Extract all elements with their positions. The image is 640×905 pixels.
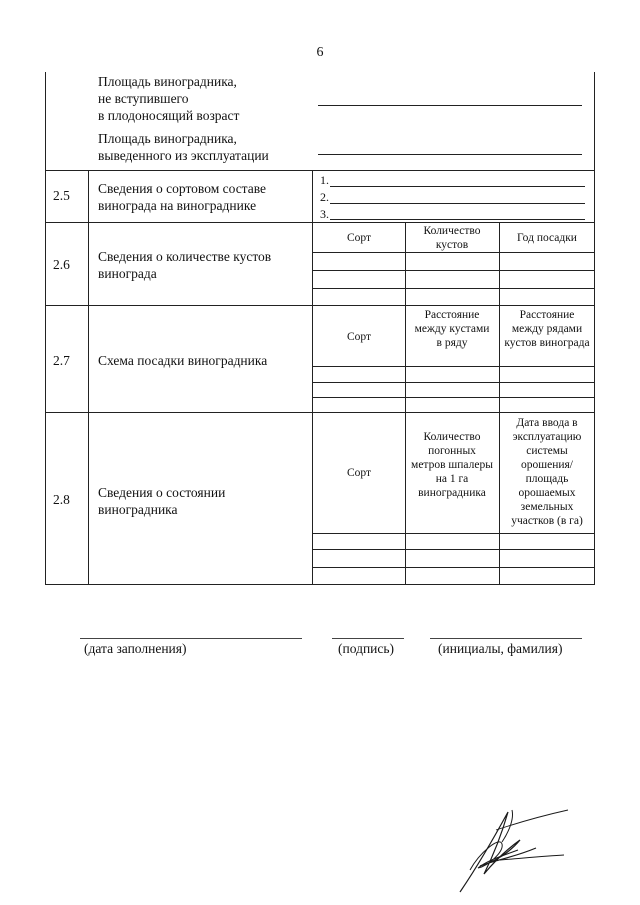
header-planting-year: Год посадки	[517, 232, 577, 244]
list-marker: 2.	[320, 190, 329, 204]
table-row	[312, 533, 594, 534]
label-line: винограда	[98, 266, 157, 281]
label-line: не вступившего	[98, 91, 189, 106]
row-divider	[45, 305, 595, 306]
row-number: 2.7	[53, 353, 70, 368]
number-column-divider	[88, 170, 89, 584]
header-variety: Сорт	[346, 467, 372, 479]
table-border-left	[45, 72, 46, 584]
column-divider	[405, 412, 406, 584]
column-divider	[499, 305, 500, 412]
table-border-bottom	[45, 584, 595, 585]
date-caption: (дата заполнения)	[84, 641, 187, 656]
header-variety: Сорт	[346, 331, 372, 343]
label-line: Сведения о состоянии	[98, 485, 226, 500]
label-line: Сведения о количестве кустов	[98, 249, 272, 264]
name-caption: (инициалы, фамилия)	[438, 641, 563, 656]
header-bush-count: Количество кустов	[423, 225, 481, 251]
column-divider	[405, 222, 406, 305]
date-fill-line[interactable]	[80, 638, 302, 639]
label-line: Площадь виноградника,	[98, 74, 237, 89]
row-number: 2.6	[53, 257, 70, 272]
table-row	[312, 270, 594, 271]
header-row-spacing: Расстояние между рядами кустов винограда	[504, 309, 590, 349]
signature-caption: (подпись)	[338, 641, 395, 656]
label-line: виноградника	[98, 502, 178, 517]
table-row	[312, 288, 594, 289]
table-row	[312, 382, 594, 383]
fill-line-retired-area[interactable]	[318, 154, 582, 155]
row-divider	[45, 170, 595, 171]
header-bush-spacing: Расстояние между кустами в ряду	[414, 309, 490, 349]
table-row	[312, 252, 594, 253]
row-label: Схема посадки виноградника	[98, 353, 268, 368]
table-border-right	[594, 72, 595, 584]
table-row	[312, 549, 594, 550]
fill-line-variety-2[interactable]	[330, 203, 585, 204]
column-divider	[405, 305, 406, 412]
list-marker: 1.	[320, 173, 329, 187]
row-number: 2.8	[53, 492, 70, 507]
header-variety: Сорт	[346, 232, 372, 244]
table-row	[312, 366, 594, 367]
label-line: Сведения о сортовом составе	[98, 181, 267, 196]
label-line: выведенного из эксплуатации	[98, 148, 269, 163]
header-trellis-meters: Количество погонных метров шпалеры на 1 га виноградника	[411, 431, 493, 499]
label-line: винограда на винограднике	[98, 198, 257, 213]
row-number: 2.5	[53, 188, 70, 203]
table-row	[312, 567, 594, 568]
signature-fill-line[interactable]	[332, 638, 404, 639]
label-line: в плодоносящий возраст	[98, 108, 240, 123]
fill-line-young-area[interactable]	[318, 105, 582, 106]
column-divider	[499, 412, 500, 584]
table-row	[312, 397, 594, 398]
column-divider	[312, 412, 313, 584]
handwritten-signature-icon	[440, 800, 580, 900]
row-divider	[45, 412, 595, 413]
column-divider	[312, 305, 313, 412]
column-divider	[312, 170, 313, 222]
list-marker: 3.	[320, 207, 329, 221]
label-line: Площадь виноградника,	[98, 131, 237, 146]
page-number: 6	[316, 45, 324, 60]
header-irrigation-date-area: Дата ввода в эксплуатацию системы орошения/ площадь орошаемых земельных участков (в га)	[511, 417, 583, 527]
name-fill-line[interactable]	[430, 638, 582, 639]
fill-line-variety-3[interactable]	[330, 219, 585, 220]
fill-line-variety-1[interactable]	[330, 186, 585, 187]
